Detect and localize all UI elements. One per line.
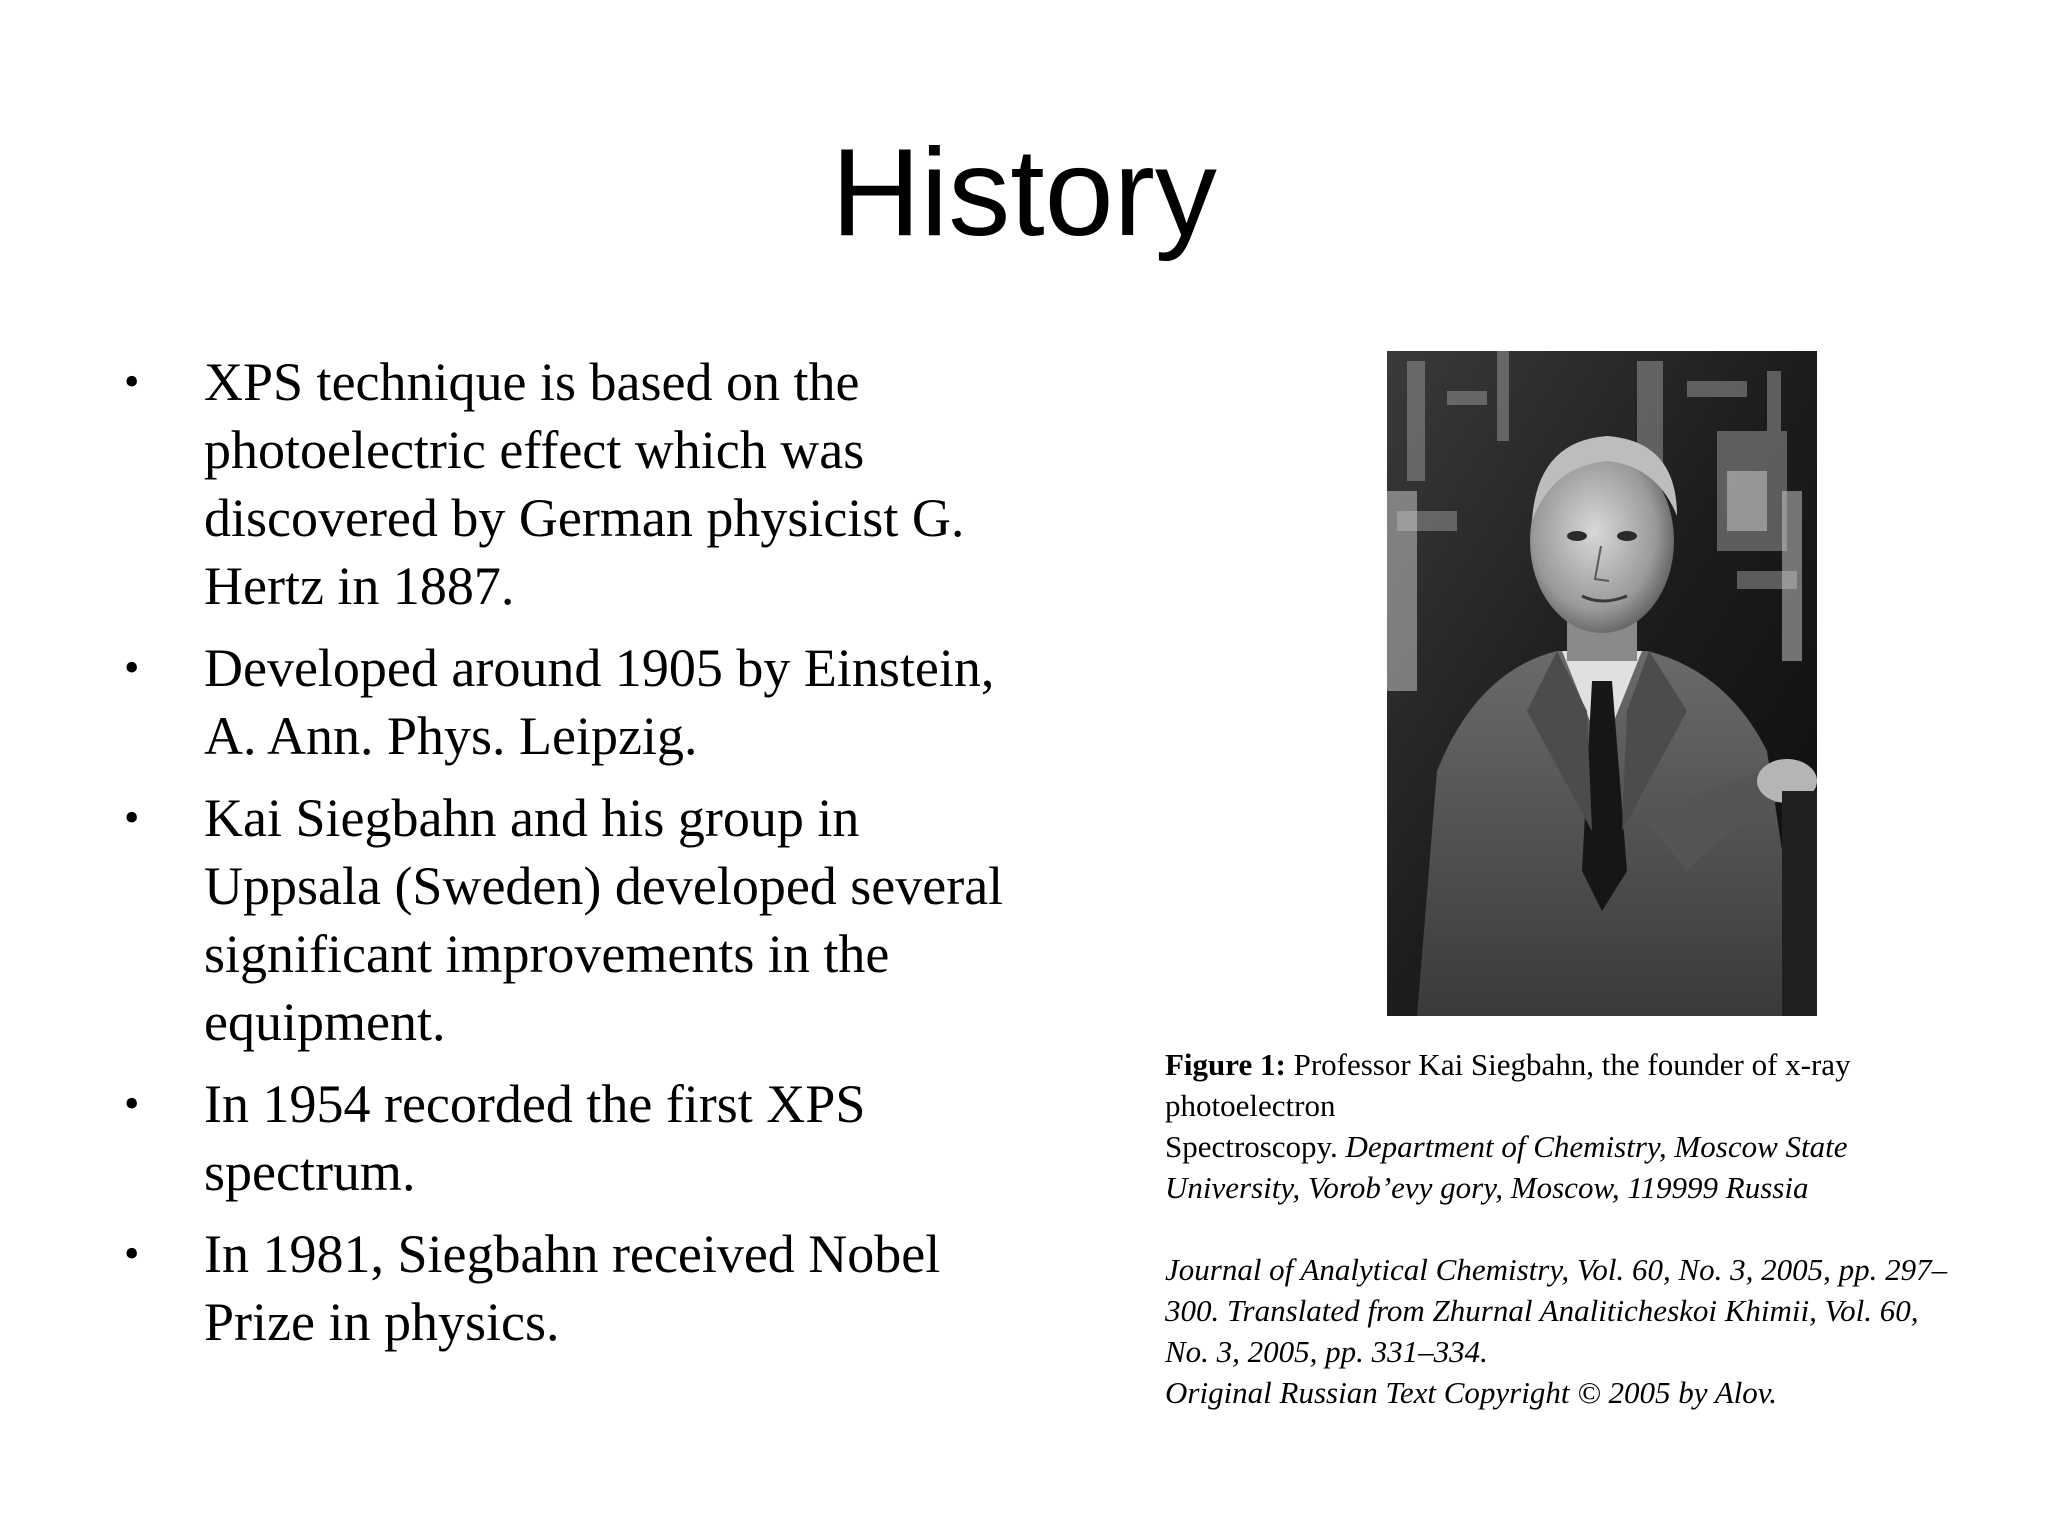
bullet-text: In 1981, Siegbahn received Nobel Prize in physics. <box>204 1224 941 1352</box>
bullet-text: In 1954 recorded the first XPS spectrum. <box>204 1074 866 1202</box>
bullet-item <box>120 1070 1020 1206</box>
caption-affiliation: University, Vorob’evy gory, Moscow, 119999 Russia <box>1165 1170 1809 1205</box>
bullet-list <box>120 348 1020 1370</box>
bullet-item <box>120 1220 1020 1356</box>
figure-label: Figure 1: <box>1165 1047 1286 1082</box>
bullet-icon: • <box>124 1229 140 1278</box>
caption-text: Spectroscopy. <box>1165 1129 1346 1164</box>
journal-citation-text: Original Russian Text Copyright © 2005 by Alov. <box>1165 1375 1777 1410</box>
caption-text: Professor Kai Siegbahn, the founder of x-ray <box>1285 1047 1851 1082</box>
caption-line <box>1165 1126 2035 1167</box>
journal-citation-line <box>1165 1290 2035 1331</box>
caption-line: photoelectron <box>1165 1088 1336 1123</box>
slide-title: History <box>831 124 1217 262</box>
journal-citation-line <box>1165 1372 2035 1413</box>
journal-citation-text: No. 3, 2005, pp. 331–334. <box>1165 1334 1488 1369</box>
journal-citation-line <box>1165 1331 2035 1372</box>
bullet-text: Developed around 1905 by Einstein, A. Ann. Phys. Leipzig. <box>204 638 995 766</box>
bullet-icon: • <box>124 643 140 692</box>
caption-line <box>1165 1044 2035 1085</box>
figure-caption <box>1165 1044 2035 1413</box>
caption-affiliation: Department of Chemistry, Moscow State <box>1345 1129 1848 1164</box>
bullet-icon: • <box>124 793 140 842</box>
bullet-text: XPS technique is based on the photoelectric effect which was discovered by German physicist G. Hertz in 1887. <box>204 352 965 616</box>
journal-citation-text: Journal of Analytical Chemistry, Vol. 60, No. 3, 2005, pp. 297– <box>1165 1252 1948 1287</box>
bullet-icon: • <box>124 357 140 406</box>
caption-spacer <box>1165 1208 2035 1249</box>
bullet-item <box>120 348 1020 620</box>
bullet-text: Kai Siegbahn and his group in Uppsala (Sweden) developed several significant improvements in the equipment. <box>204 788 1004 1052</box>
bullet-item <box>120 634 1020 770</box>
portrait-illustration <box>1387 351 1817 1016</box>
journal-citation-text: 300. Translated from Zhurnal Analiticheskoi Khimii, Vol. 60, <box>1165 1293 1919 1328</box>
bullet-item <box>120 784 1020 1056</box>
bullet-icon: • <box>124 1079 140 1128</box>
portrait-photo <box>1387 351 1817 1016</box>
caption-line <box>1165 1167 2035 1208</box>
journal-citation-line <box>1165 1249 2035 1290</box>
